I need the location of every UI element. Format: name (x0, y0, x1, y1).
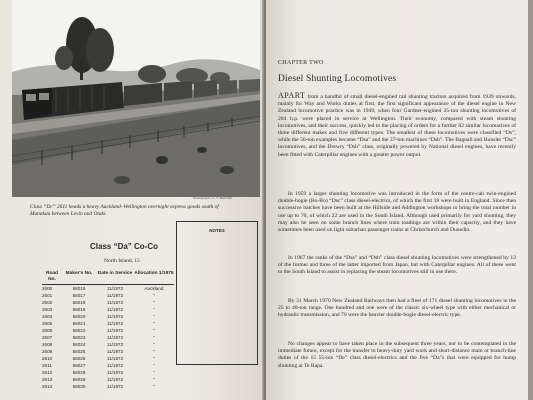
body-paragraph-2: In 1959 a larger shunting locomotive was introduced in the form of the centre-cab twin-engined double-bogie (Bo-Bo) “Dsc” class diesel-electrics, of which the first 18 were built in England. Since then successive batches have been built at the Hillside and Addington workshops to bring the total number in use up to 70, of which 22 are used in the South Island. Although used primarily for yard shunting, they may also be seen on some branch lines where train loadings are within their capacity, and they have sometimes been used on light suburban passenger trains at Christchurch and Dunedin. (278, 191, 516, 234)
table-row (42, 334, 174, 341)
date-cell: 11/1972 (106, 293, 124, 298)
allocation-cell: ” (153, 335, 155, 340)
paragraph-1-text: from a handful of small diesel-engined rail shunting tractors acquired from 1939 onwards, mainly for Way and Works duties at first, the first significant appearance of the diesel engine in New Zealand locomotive practice was in 1949, when four Gardner-engined 25-ton shunting locomotives of 204 h.p. were placed in service at Wellington. Their economy, compared with steam shunting locomotives, and their success, quickly led to the placing of orders for a further 82 similar locomotives of three different makes and five different types. The smallest of these locomotives were classified “Ds”, while the 50-ton examples became “Dsa” and the 37-ton machines “Dsb”. The Bagnall and Hunslet “Dsc” locomotives, and the Drewry “Dsb” class, originally powered by National diesel engines, have recently been fitted with Caterpillar engines with a greater power output. (278, 94, 516, 158)
makers-no-cell: 58023 (72, 335, 86, 340)
body-paragraph-3: In 1967 the ranks of the “Dsa” and “Dsb” class diesel shunting locomotives were strengthened by 12 of the former and three of the latter imported from Japan, but with Caterpillar engines. All of these went to the South Island to assist in replacing the steam locomotives still in use there. (278, 255, 516, 276)
table-row (42, 348, 174, 355)
makers-no-cell: 58020 (72, 314, 86, 319)
makers-no-cell: 58019 (72, 307, 86, 312)
chapter-label: CHAPTER TWO (278, 60, 324, 66)
road-no-cell: 2605 (42, 321, 53, 326)
road-no-cell: 2604 (42, 314, 53, 319)
column-header-allocation: Allocation 1/1975 (134, 271, 174, 276)
road-no-cell: 2602 (42, 300, 53, 305)
table-row (42, 327, 174, 334)
dropcap-word: APART (278, 91, 306, 100)
table-row (42, 292, 174, 299)
class-table-title: Class “Da” Co-Co (90, 242, 159, 251)
allocation-cell: ” (153, 370, 155, 375)
road-no-cell: 2613 (42, 377, 53, 382)
road-no-cell: 2606 (42, 328, 53, 333)
date-cell: 11/1972 (106, 349, 124, 354)
date-cell: 11/1972 (106, 300, 124, 305)
date-cell: 11/1972 (106, 377, 124, 382)
date-cell: 11/1972 (106, 307, 124, 312)
date-cell: 11/1972 (106, 356, 124, 361)
makers-no-cell: 58024 (72, 342, 86, 347)
notes-box (176, 221, 258, 365)
allocation-cell: ” (153, 384, 155, 389)
allocation-cell: ” (153, 314, 155, 319)
page-edge (528, 0, 533, 400)
table-row (42, 383, 174, 390)
date-cell: 11/1972 (106, 363, 124, 368)
chapter-heading: Diesel Shunting Locomotives (278, 74, 397, 84)
road-no-cell: 2607 (42, 335, 53, 340)
date-cell: 11/1972 (106, 321, 124, 326)
table-header (42, 271, 174, 285)
date-cell: 11/1972 (106, 342, 124, 347)
table-row (42, 299, 174, 306)
table-row (42, 369, 174, 376)
makers-no-cell: 58016 (72, 286, 86, 291)
table-row (42, 306, 174, 313)
table-row (42, 362, 174, 369)
allocation-cell: Auckland (144, 286, 164, 291)
date-cell: 11/1972 (106, 314, 124, 319)
allocation-cell: ” (153, 293, 155, 298)
allocation-cell: ” (153, 356, 155, 361)
date-cell: 11/1972 (106, 328, 124, 333)
column-header-road-no: Road No. (46, 271, 58, 282)
allocation-cell: ” (153, 363, 155, 368)
makers-no-cell: 58028 (72, 370, 86, 375)
table-row (42, 376, 174, 383)
body-paragraph-4: By 31 March 1970 New Zealand Railways then had a fleet of 171 diesel shunting locomotives in the 25 to 40-ton range. One hundred and one were of the classic six-wheel type with either mechanical or hydraulic transmission, and 70 were the heavier double-bogie diesel-electric type. (278, 298, 516, 319)
table-body (42, 285, 174, 390)
allocation-cell: ” (153, 328, 155, 333)
makers-no-cell: 58030 (72, 384, 86, 389)
allocation-cell: ” (153, 300, 155, 305)
body-paragraph-5: No changes appear to have taken place in the subsequent three years, nor to be contemplated in the immediate future, except for the transfer to heavy-duty yard work and short-distance main or branch-line duties of the 15 55-ton “De” class diesel-electrics and the five “Da”s that were equipped for hump shunting at Te Rapa. (278, 341, 516, 369)
makers-no-cell: 58026 (72, 356, 86, 361)
road-no-cell: 2611 (42, 363, 52, 368)
class-table-subtitle: North Island, 15 (104, 258, 140, 264)
makers-no-cell: 58017 (72, 293, 86, 298)
road-no-cell: 2600 (42, 286, 53, 291)
road-no-cell: 2603 (42, 307, 53, 312)
allocation-cell: ” (153, 349, 155, 354)
table-row (42, 355, 174, 362)
makers-no-cell: 58025 (72, 349, 86, 354)
allocation-cell: ” (153, 307, 155, 312)
road-no-cell: 2601 (42, 293, 53, 298)
makers-no-cell: 58027 (72, 363, 86, 368)
date-cell: 11/1972 (106, 370, 124, 375)
road-no-cell: 2614 (42, 384, 53, 389)
photo-caption: Class “Dc” 2611 heads a heavy Auckland–Wellington overnight express goods south of Manakau between Levin and Otaki. (30, 204, 219, 217)
makers-no-cell: 58022 (72, 328, 86, 333)
date-cell: 11/1972 (106, 286, 124, 291)
locomotive-photo (12, 0, 260, 197)
makers-no-cell: 58021 (72, 321, 86, 326)
table-row (42, 320, 174, 327)
date-cell: 11/1972 (106, 335, 124, 340)
column-header-date-in-service: Date in Service (97, 271, 133, 276)
allocation-cell: ” (153, 342, 155, 347)
notes-label: NOTES (209, 228, 225, 233)
body-paragraph-1 (278, 92, 516, 159)
allocation-table (42, 271, 174, 390)
table-row (42, 285, 174, 292)
road-no-cell: 2612 (42, 370, 53, 375)
makers-no-cell: 58029 (72, 377, 86, 382)
allocation-cell: ” (153, 321, 155, 326)
road-no-cell: 2609 (42, 349, 53, 354)
table-row (42, 313, 174, 320)
allocation-cell: ” (153, 377, 155, 382)
column-header-makers-no: Maker's No. (65, 271, 93, 276)
road-no-cell: 2608 (42, 342, 53, 347)
table-row (42, 341, 174, 348)
makers-no-cell: 58018 (72, 300, 86, 305)
photo-credit: Photograph: G. T. Radcliffe (193, 196, 233, 200)
date-cell: 11/1972 (106, 384, 124, 389)
road-no-cell: 2610 (42, 356, 53, 361)
